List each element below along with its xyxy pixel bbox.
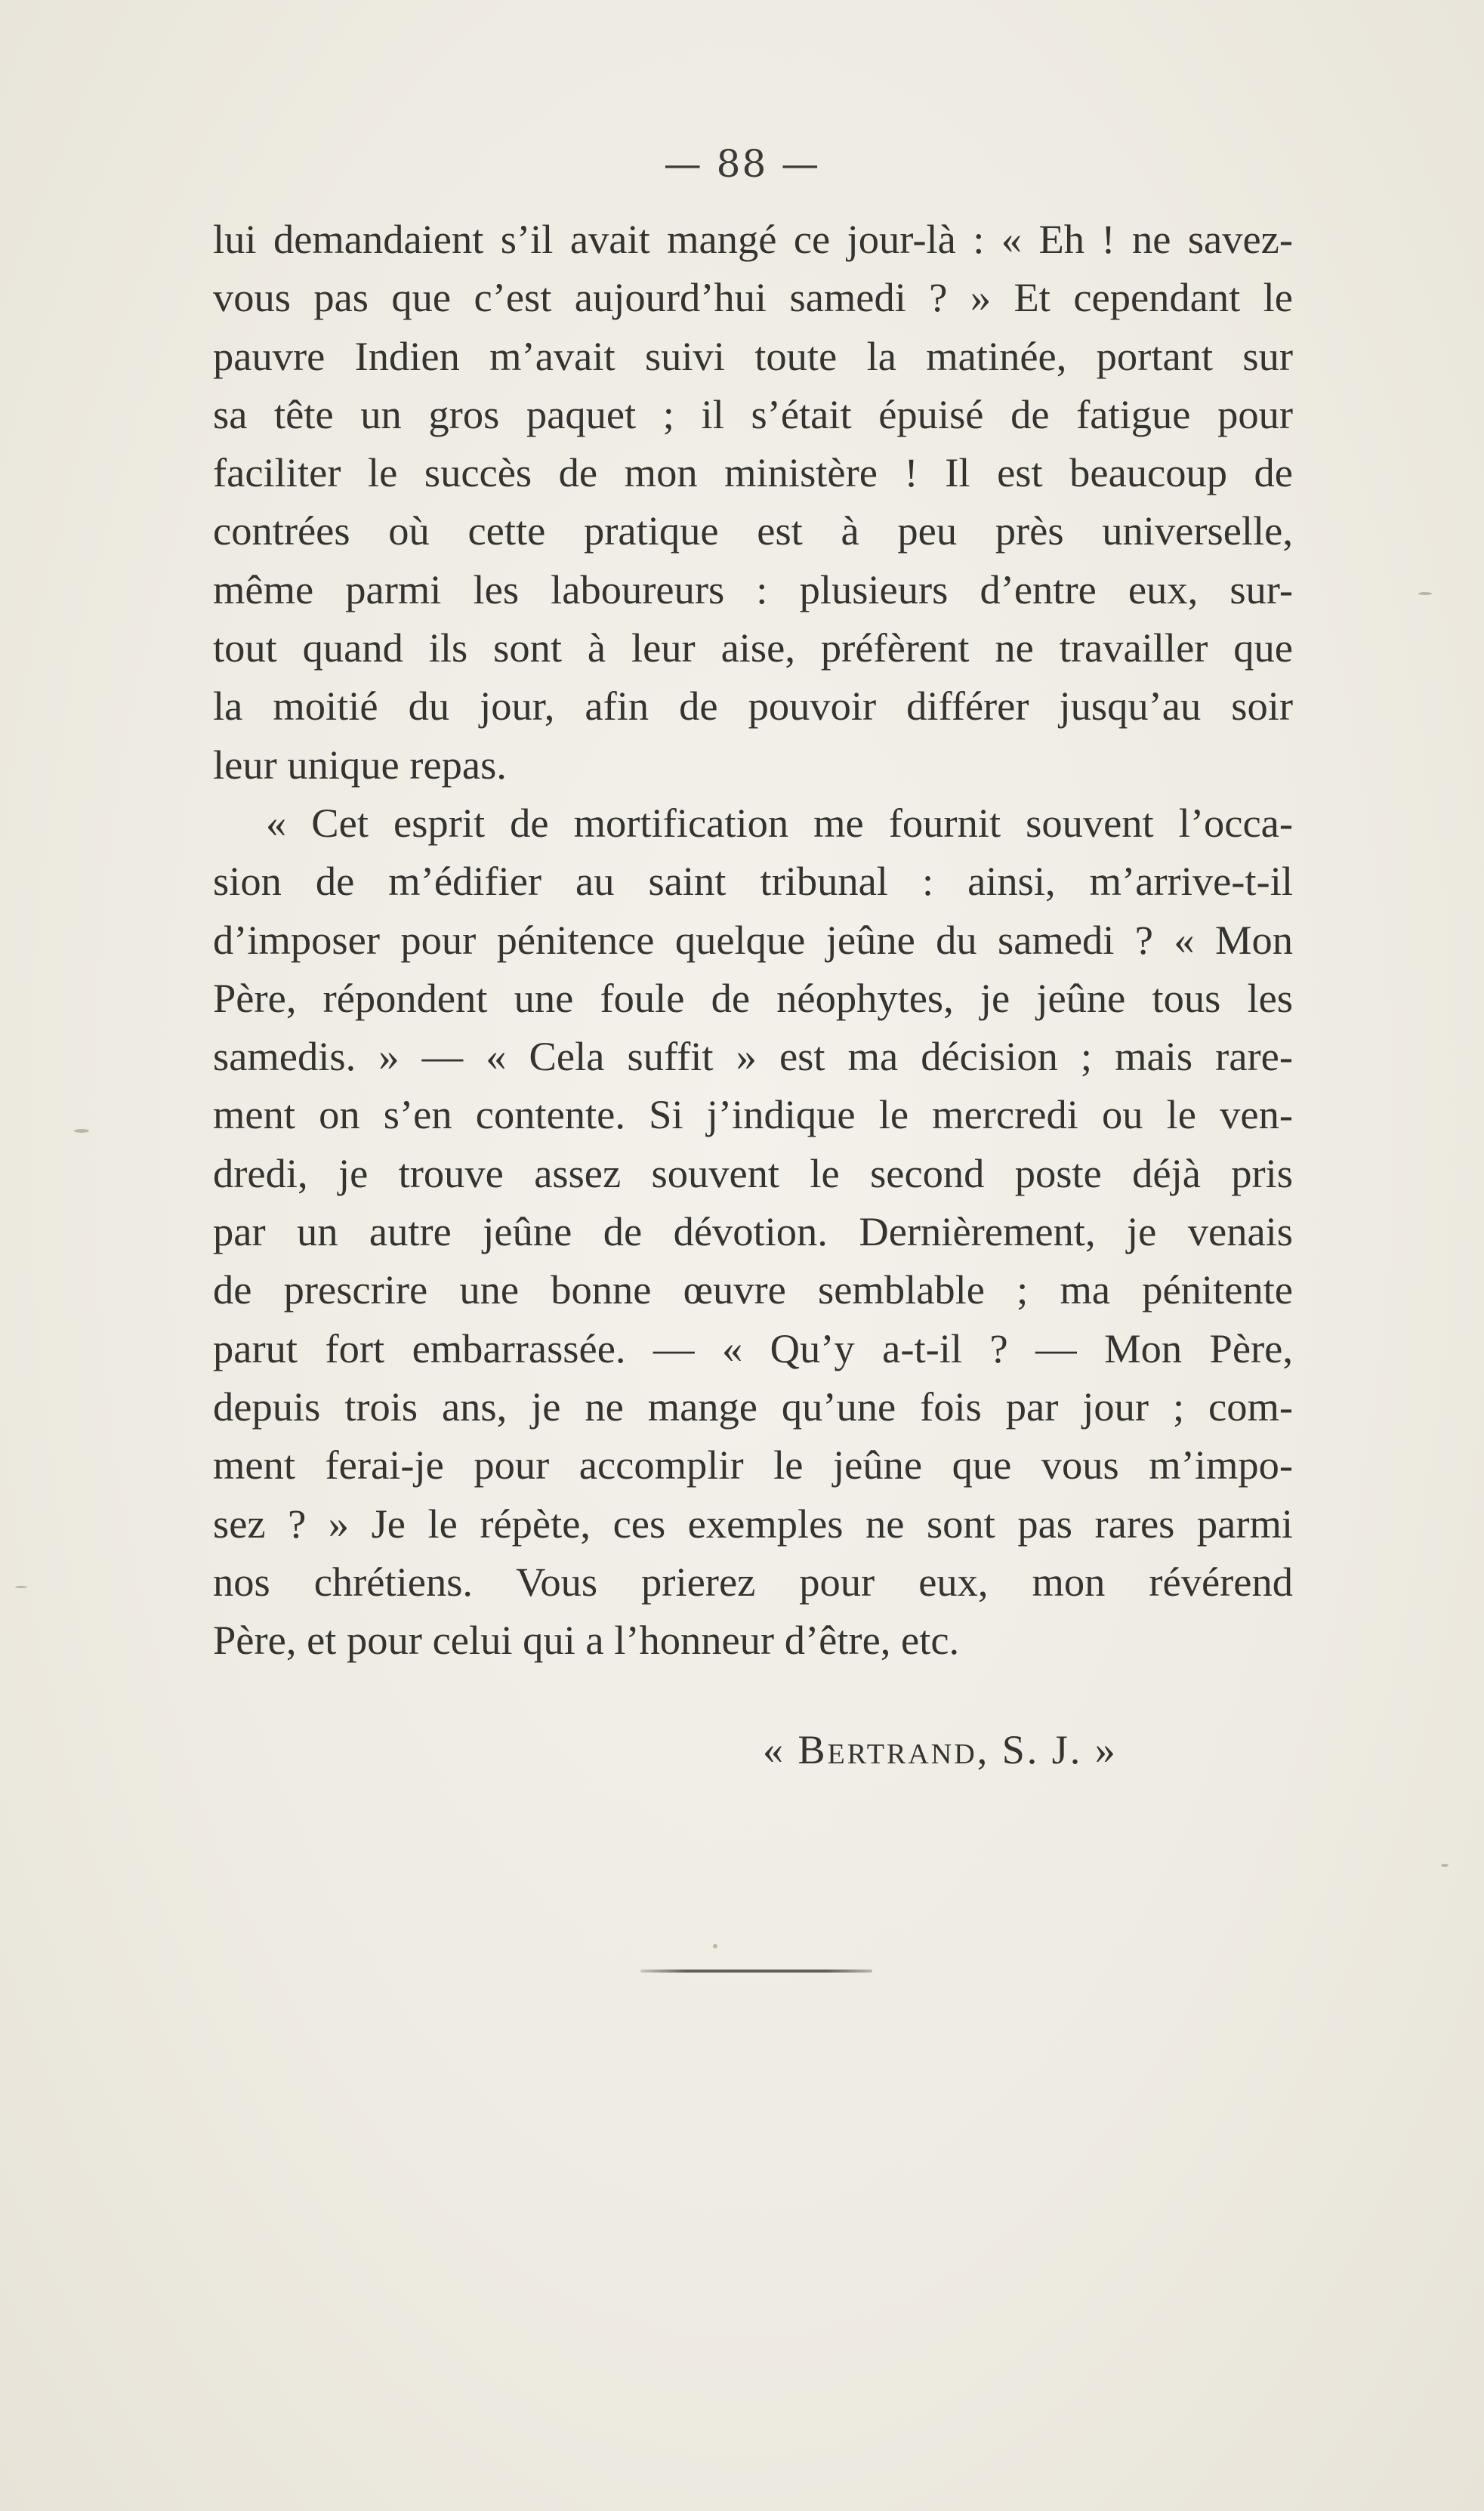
paragraph-end-line: Père, et pour celui qui a l’honneur d’être, etc. xyxy=(213,1617,960,1664)
paragraph-end-line: leur unique repas. xyxy=(213,741,507,788)
text-line: dredi, je trouve assez souvent le second poste déjà pris xyxy=(213,1149,1293,1196)
text-line: vous pas que c’est aujourd’hui samedi ? » Et cependant le xyxy=(213,274,1293,321)
text-line: depuis trois ans, je ne mange qu’une fois par jour ; com- xyxy=(213,1383,1293,1430)
text-line: faciliter le succès de mon ministère ! Il est beaucoup de xyxy=(213,449,1293,496)
text-line: contrées où cette pratique est à peu près universelle, xyxy=(213,507,1293,554)
text-line: sion de m’édifier au saint tribunal : ainsi, m’arrive-t-il xyxy=(213,858,1293,905)
text-line: nos chrétiens. Vous prierez pour eux, mon révérend xyxy=(213,1558,1293,1605)
text-line: samedis. » — « Cela suffit » est ma décision ; mais rare- xyxy=(213,1033,1293,1080)
text-line: pauvre Indien m’avait suivi toute la matinée, portant sur xyxy=(213,332,1293,379)
signature-suffix: , S. J. xyxy=(976,1727,1083,1772)
text-line: sa tête un gros paquet ; il s’était épuisé de fatigue pour xyxy=(213,390,1293,437)
text-line: par un autre jeûne de dévotion. Dernièrement, je venais xyxy=(213,1208,1293,1255)
page-number: — 88 — xyxy=(663,142,821,186)
text-line: Père, répondent une foule de néophytes, je jeûne tous les xyxy=(213,974,1293,1021)
paper-speck xyxy=(1441,1864,1449,1867)
paragraph-start-line: « Cet esprit de mortification me fournit souvent l’occa- xyxy=(266,799,1293,846)
paper-speck xyxy=(713,1944,717,1948)
text-line: tout quand ils sont à leur aise, préfèrent ne travailler que xyxy=(213,625,1293,671)
text-line: ment on s’en contente. Si j’indique le mercredi ou le ven- xyxy=(213,1091,1293,1138)
signature xyxy=(763,1726,1118,1773)
text-line: la moitié du jour, afin de pouvoir différer jusqu’au soir xyxy=(213,683,1293,730)
paper-speck xyxy=(1418,592,1432,595)
signature-open-quote: « xyxy=(763,1727,785,1772)
end-rule xyxy=(640,1970,872,1973)
text-line: de prescrire une bonne œuvre semblable ; ma pénitente xyxy=(213,1266,1293,1313)
text-line: lui demandaient s’il avait mangé ce jour-là : « Eh ! ne savez- xyxy=(213,216,1293,262)
text-line: parut fort embarrassée. — « Qu’y a-t-il ? — Mon Père, xyxy=(213,1325,1293,1371)
text-line: même parmi les laboureurs : plusieurs d’entre eux, sur- xyxy=(213,566,1293,612)
text-line: ment ferai-je pour accomplir le jeûne que vous m’impo- xyxy=(213,1442,1293,1488)
signature-close-quote: » xyxy=(1094,1727,1118,1772)
page-body xyxy=(213,210,1293,1669)
text-line: d’imposer pour pénitence quelque jeûne du samedi ? « Mon xyxy=(213,916,1293,963)
text-line: sez ? » Je le répète, ces exemples ne sont pas rares parmi xyxy=(213,1500,1293,1547)
paper-speck xyxy=(15,1586,27,1588)
paper-speck xyxy=(74,1129,89,1133)
signature-name: Bertrand xyxy=(798,1727,977,1772)
